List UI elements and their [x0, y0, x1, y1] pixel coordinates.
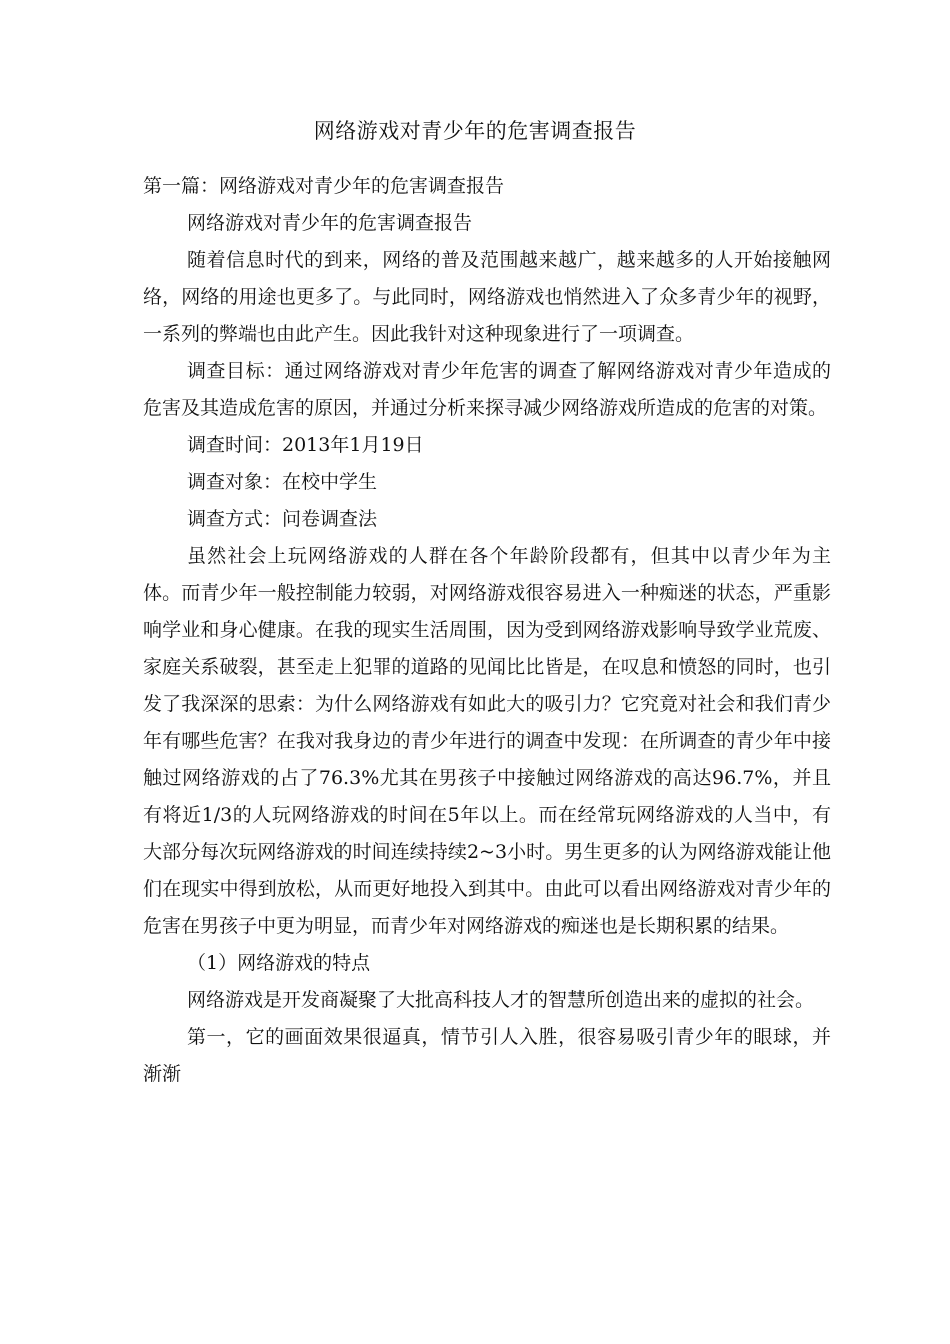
paragraph-game-features: 网络游戏是开发商凝聚了大批高科技人才的智慧所创造出来的虚拟的社会。 — [187, 989, 815, 1011]
paragraph-findings: 虽然社会上玩网络游戏的人群在各个年龄阶段都有，但其中以青少年为主体。而青少年一般控制能力较弱，对网络游戏很容易进入一种痴迷的状态，严重影响学业和身心健康。在我的现实生活周围，因为受到网络游戏影响导致学业荒废、家庭关系破裂，甚至走上犯罪的道路的见闻比比皆是，在叹息和愤怒的同时，也引发了我深深的思索：为什么网络游戏有如此大的吸引力？它究竟对社会和我们青少年有哪些危害？在我对我身边的青少年进行的调查中发现：在所调查的青少年中接触过网络游戏的占了76.3%尤其在男孩子中接触过网络游戏的高达96.7%，并且有将近1/3的人玩网络游戏的时间在5年以上。而在经常玩网络游戏的人当中，有大部分每次玩网络游戏的时间连续持续2~3小时。男生更多的认为网络游戏能让他们在现实中得到放松，从而更好地投入到其中。由此可以看出网络游戏对青少年的危害在男孩子中更为明显，而青少年对网络游戏的痴迷也是长期积累的结果。 — [143, 545, 831, 937]
paragraph-survey-time: 调查时间：2013年1月19日 — [187, 434, 424, 456]
paragraph-survey-goal: 调查目标：通过网络游戏对青少年危害的调查了解网络游戏对青少年造成的危害及其造成危害的原因，并通过分析来探寻减少网络游戏所造成的危害的对策。 — [143, 360, 831, 419]
paragraph-first-point: 第一，它的画面效果很逼真，情节引人入胜，很容易吸引青少年的眼球，并渐渐 — [143, 1026, 831, 1085]
paragraph-survey-method: 调查方式：问卷调查法 — [187, 508, 378, 530]
document-title: 网络游戏对青少年的危害调查报告 — [313, 119, 637, 143]
paragraph-intro: 随着信息时代的到来，网络的普及范围越来越广，越来越多的人开始接触网络，网络的用途也更多了。与此同时，网络游戏也悄然进入了众多青少年的视野，一系列的弊端也由此产生。因此我针对这种现象进行了一项调查。 — [143, 249, 831, 345]
document-body — [143, 168, 831, 1093]
subsection-heading: （1）网络游戏的特点 — [187, 952, 371, 974]
paragraph-survey-target: 调查对象：在校中学生 — [187, 471, 378, 493]
report-subtitle: 网络游戏对青少年的危害调查报告 — [187, 212, 473, 234]
section-heading: 第一篇：网络游戏对青少年的危害调查报告 — [143, 175, 505, 197]
